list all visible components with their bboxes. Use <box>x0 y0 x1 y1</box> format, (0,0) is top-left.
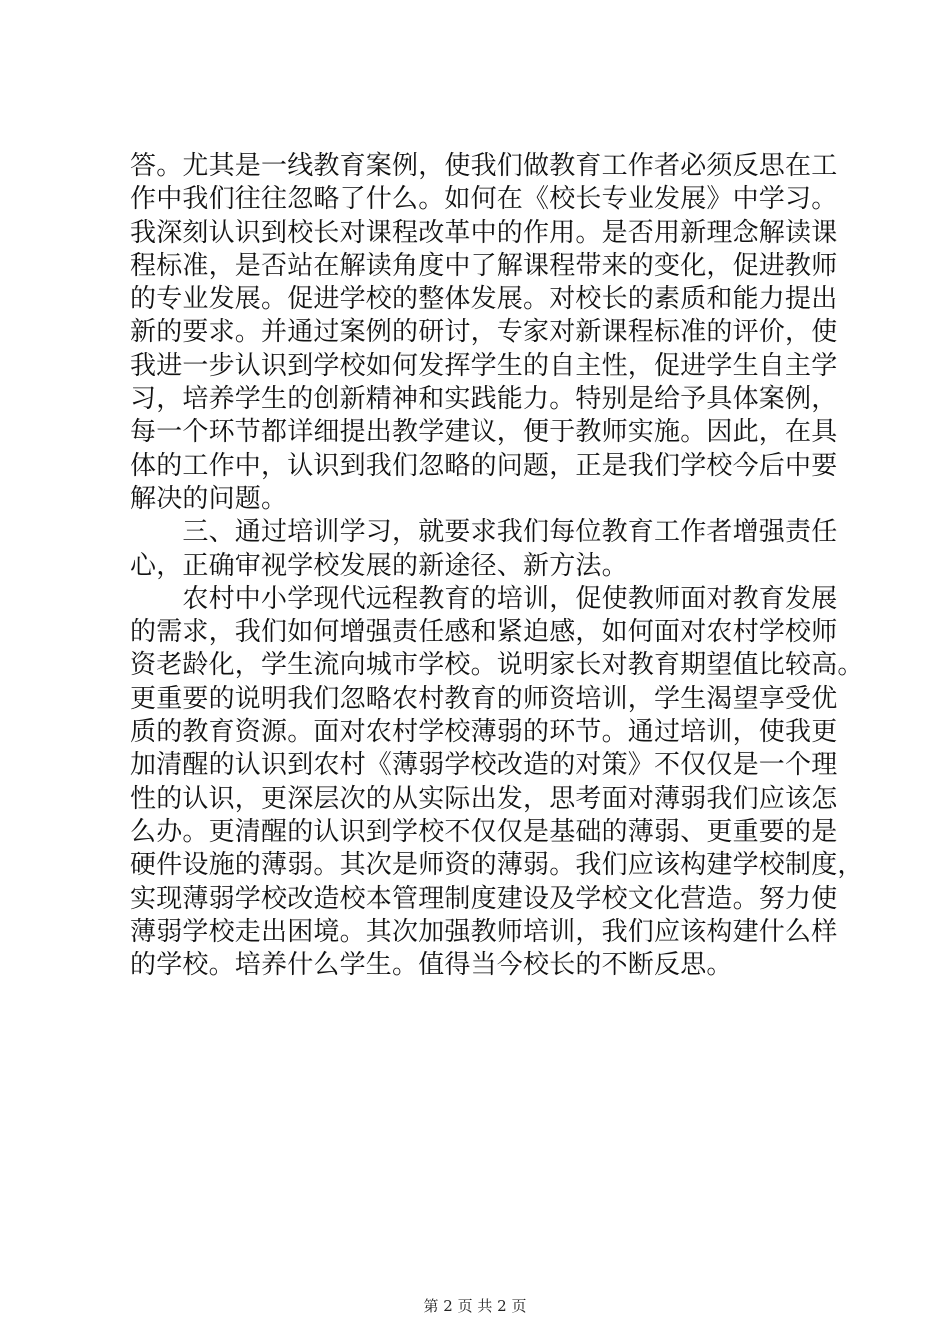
body-text <box>130 150 890 982</box>
text-line: 加清醒的认识到农村《薄弱学校改造的对策》不仅仅是一个理 <box>130 750 838 781</box>
text-line: 性的认识，更深层次的从实际出发，思考面对薄弱我们应该怎 <box>130 783 838 814</box>
text-line: 解决的问题。 <box>130 483 288 514</box>
page-number-footer: 第 2 页 共 2 页 <box>423 1297 527 1315</box>
text-line: 答。尤其是一线教育案例，使我们做教育工作者必须反思在工 <box>130 151 838 181</box>
text-line: 作中我们往往忽略了什么。如何在《校长专业发展》中学习。 <box>130 184 838 215</box>
paragraph-start-line: 农村中小学现代远程教育的培训，促使教师面对教育发展 <box>130 583 838 614</box>
text-line: 更重要的说明我们忽略农村教育的师资培训，学生渴望享受优 <box>130 683 838 714</box>
text-line: 硬件设施的薄弱。其次是师资的薄弱。我们应该构建学校制度， <box>130 850 864 881</box>
text-line: 的学校。培养什么学生。值得当今校长的不断反思。 <box>130 950 733 981</box>
text-line: 薄弱学校走出困境。其次加强教师培训，我们应该构建什么样 <box>130 916 838 947</box>
text-line: 习，培养学生的创新精神和实践能力。特别是给予具体案例， <box>130 384 838 415</box>
text-line: 么办。更清醒的认识到学校不仅仅是基础的薄弱、更重要的是 <box>130 816 838 847</box>
text-line: 我深刻认识到校长对课程改革中的作用。是否用新理念解读课 <box>130 217 838 248</box>
text-line: 的专业发展。促进学校的整体发展。对校长的素质和能力提出 <box>130 284 838 315</box>
text-line: 我进一步认识到学校如何发挥学生的自主性，促进学生自主学 <box>130 350 838 381</box>
section-heading-line: 三、通过培训学习，就要求我们每位教育工作者增强责任 <box>130 517 838 548</box>
text-line: 质的教育资源。面对农村学校薄弱的环节。通过培训，使我更 <box>130 717 838 748</box>
text-line: 新的要求。并通过案例的研讨，专家对新课程标准的评价，使 <box>130 317 838 348</box>
text-line: 体的工作中，认识到我们忽略的问题，正是我们学校今后中要 <box>130 450 838 481</box>
text-line: 心，正确审视学校发展的新途径、新方法。 <box>130 550 628 581</box>
text-line: 资老龄化，学生流向城市学校。说明家长对教育期望值比较高。 <box>130 650 864 681</box>
text-line: 实现薄弱学校改造校本管理制度建设及学校文化营造。努力使 <box>130 883 838 914</box>
text-line: 每一个环节都详细提出教学建议，便于教师实施。因此，在具 <box>130 417 838 448</box>
text-line: 程标准，是否站在解读角度中了解课程带来的变化，促进教师 <box>130 250 838 281</box>
text-line: 的需求，我们如何增强责任感和紧迫感，如何面对农村学校师 <box>130 617 838 648</box>
